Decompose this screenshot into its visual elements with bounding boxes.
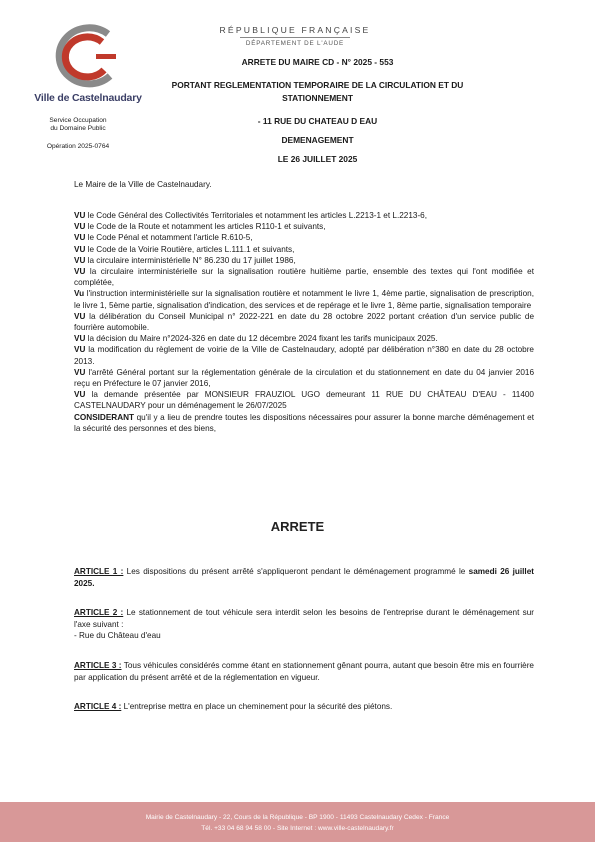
consideration-text: la délibération du Conseil Municipal n° 2022-221 en date du 28 octobre 2022 portant création d'un service public de fourrière automobile. bbox=[74, 311, 534, 333]
consideration-text: la demande présentée par MONSIEUR FRAUZIOL UGO demeurant 11 RUE DU CHÂTEAU D'EAU - 11400 CASTELNAUDARY pour un déménagement le 26/07/2025 bbox=[74, 390, 534, 411]
consideration-item bbox=[74, 311, 534, 333]
consideration-lead: VU bbox=[74, 367, 86, 377]
operation-number: Opération 2025-0764 bbox=[46, 143, 110, 150]
consideration-item bbox=[74, 333, 534, 344]
consideration-item bbox=[74, 389, 534, 411]
consideration-lead: VU bbox=[74, 255, 86, 265]
article-2-street: - Rue du Château d'eau bbox=[74, 631, 161, 641]
article-1 bbox=[74, 566, 534, 589]
consideration-lead: Vu bbox=[74, 289, 85, 299]
consideration-lead: VU bbox=[74, 334, 86, 344]
consideration-lead: VU bbox=[74, 390, 86, 400]
decree-address: - 11 RUE DU CHATEAU D EAU bbox=[257, 116, 378, 126]
consideration-item bbox=[74, 266, 534, 288]
article-3-text: Tous véhicules considérés comme étant en stationnement gênant pourra, autant que besoin être mis en fourrière par application du présent arrêté et de la réglementation en vigueur. bbox=[74, 661, 534, 682]
article-3-label: ARTICLE 3 : bbox=[74, 661, 122, 670]
consideration-lead: VU bbox=[74, 222, 86, 232]
consideration-item bbox=[74, 344, 534, 366]
consideration-text: le Code de la Route et notamment les articles R110-1 et suivants, bbox=[85, 222, 326, 232]
service-line-1: Service Occupation bbox=[49, 117, 107, 124]
consideration-item bbox=[74, 221, 534, 232]
decree-date: LE 26 JUILLET 2025 bbox=[277, 154, 358, 164]
consideration-item bbox=[74, 367, 534, 389]
consideration-lead: VU bbox=[74, 244, 86, 254]
consideration-text: le Code de la Voirie Routière, articles L.111.1 et suivants, bbox=[85, 244, 295, 254]
article-4 bbox=[74, 701, 534, 713]
consideration-lead: VU bbox=[74, 311, 86, 321]
republic-header: RÉPUBLIQUE FRANÇAISE bbox=[219, 25, 371, 35]
article-3 bbox=[74, 660, 534, 683]
article-2-text: Le stationnement de tout véhicule sera interdit selon les besoins de l'entreprise durant le déménagement sur l'axe suivant : bbox=[74, 608, 534, 629]
consideration-text: l'instruction interministérielle sur la signalisation routière et notamment le livre 1, 4ème partie, signalisation de prescription, le livre 1, 5ème partie, signalisation d'indication, des services et de repérage et le livre 1, 8ème partie, signalisation temporaire bbox=[74, 289, 534, 310]
divider bbox=[240, 37, 350, 38]
consideration-text: la modification du règlement de voirie de la Ville de Castelnaudary, adopté par délibération n°380 en date du 28 octobre 2013. bbox=[74, 345, 534, 366]
consideration-lead: VU bbox=[74, 345, 86, 355]
article-1-date: samedi 26 juillet 2025. bbox=[74, 567, 534, 588]
consideration-item bbox=[74, 232, 534, 243]
city-logo bbox=[40, 24, 126, 90]
footer-contact: Tél. +33 04 68 94 58 00 - Site Internet : www.ville-castelnaudary.fr bbox=[201, 825, 394, 832]
considerations-list bbox=[74, 210, 534, 434]
article-2-label: ARTICLE 2 : bbox=[74, 608, 124, 617]
footer-address: Mairie de Castelnaudary - 22, Cours de la République - BP 1900 - 11493 Castelnaudary Cedex - France bbox=[145, 814, 450, 821]
consideration-text: la décision du Maire n°2024-326 en date du 12 décembre 2024 fixant les tarifs municipaux 2025. bbox=[85, 334, 438, 344]
consideration-item bbox=[74, 255, 534, 266]
consideration-text: qu'il y a lieu de prendre toutes les dispositions nécessaires pour assurer la bonne marche déménagement et la sécurité des personnes et des biens, bbox=[74, 412, 534, 433]
consideration-lead: VU bbox=[74, 267, 86, 277]
consideration-item bbox=[74, 412, 534, 434]
consideration-text: le Code Pénal et notamment l'article R.610-5, bbox=[85, 233, 253, 243]
consideration-item bbox=[74, 288, 534, 310]
arrete-title: ARRETE bbox=[270, 519, 325, 534]
consideration-text: la circulaire interministérielle N° 86.230 du 17 juillet 1986, bbox=[85, 255, 296, 265]
article-2 bbox=[74, 607, 534, 642]
city-name: Ville de Castelnaudary bbox=[34, 92, 142, 104]
decree-number: ARRETE DU MAIRE CD - N° 2025 - 553 bbox=[241, 57, 394, 67]
footer bbox=[0, 802, 595, 842]
article-1-label: ARTICLE 1 : bbox=[74, 567, 124, 576]
decree-subject-line-1: PORTANT REGLEMENTATION TEMPORAIRE DE LA CIRCULATION ET DU bbox=[171, 80, 464, 90]
article-1-text: Les dispositions du présent arrêté s'appliqueront pendant le déménagement programmé le bbox=[123, 567, 469, 576]
department-header: DÉPARTEMENT DE L'AUDE bbox=[245, 40, 345, 47]
consideration-item bbox=[74, 210, 534, 221]
consideration-item bbox=[74, 244, 534, 255]
consideration-text: le Code Général des Collectivités Territoriales et notamment les articles L.2213-1 et L.2213-6, bbox=[85, 211, 427, 220]
intro: Le Maire de la Ville de Castelnaudary. bbox=[74, 180, 212, 189]
decree-purpose: DEMENAGEMENT bbox=[281, 135, 354, 145]
service-label bbox=[28, 117, 128, 134]
consideration-lead: VU bbox=[74, 233, 86, 243]
consideration-lead: CONSIDERANT bbox=[74, 412, 135, 422]
decree-subject-line-2: STATIONNEMENT bbox=[282, 93, 353, 103]
consideration-lead: VU bbox=[74, 211, 86, 220]
consideration-text: la circulaire interministérielle sur la signalisation routière huitième partie, ensemble des textes qui l'ont modifiée et complétée, bbox=[74, 267, 534, 288]
service-line-2: du Domaine Public bbox=[50, 125, 106, 133]
consideration-text: l'arrêté Général portant sur la réglementation générale de la circulation et du stationnement en date du 04 janvier 2016 reçu en Préfecture le 07 janvier 2016, bbox=[74, 367, 534, 389]
article-4-label: ARTICLE 4 : bbox=[74, 702, 122, 711]
article-4-text: L'entreprise mettra en place un cheminement pour la sécurité des piétons. bbox=[121, 702, 393, 711]
